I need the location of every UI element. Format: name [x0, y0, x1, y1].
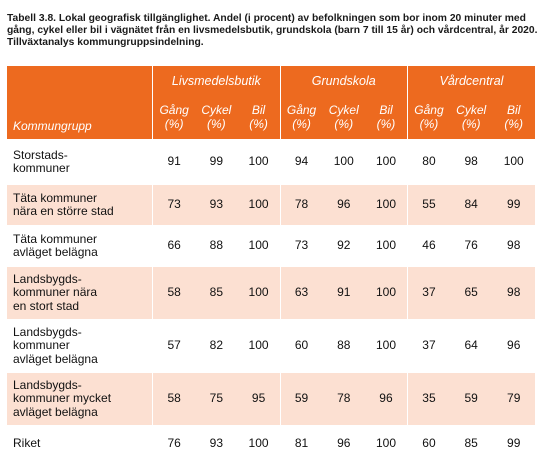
group-header-grundskola: Grundskola: [280, 66, 407, 96]
table-cell: 100: [365, 426, 407, 461]
table-cell: 60: [280, 320, 322, 373]
row-label-line: avläget belägna: [13, 245, 98, 259]
table-cell: 58: [153, 267, 195, 320]
table-cell: 78: [323, 373, 365, 426]
table-cell: 94: [280, 140, 322, 185]
row-label-line: kommuner nära: [13, 285, 98, 300]
table-cell: 84: [450, 185, 492, 226]
table-cell: 100: [238, 140, 280, 185]
group-header-empty: [7, 66, 153, 96]
table-cell: 96: [323, 185, 365, 226]
table-cell: 99: [492, 185, 535, 226]
table-cell: 100: [323, 140, 365, 185]
table-cell: 58: [153, 373, 195, 426]
table-cell: 82: [195, 320, 237, 373]
caption-line-1: Tabell 3.8. Lokal geografisk tillgänglighet. Andel (i procent) av befolkningen som bor inom 20 minuter med: [7, 13, 526, 24]
accessibility-table: [7, 66, 535, 461]
table-cell: 93: [195, 426, 237, 461]
row-label-line: Landsbygds-: [13, 271, 82, 286]
table-cell: 64: [450, 320, 492, 373]
caption-line-3: Tillväxtanalys kommungruppsindelning.: [7, 37, 204, 49]
table-cell: 85: [450, 426, 492, 461]
table-row: [7, 185, 535, 226]
col-header-gang: Gång (%): [280, 96, 322, 140]
table-cell: 100: [365, 185, 407, 226]
table-cell: 85: [195, 267, 237, 320]
table-cell: 37: [407, 267, 449, 320]
table-cell: 100: [238, 267, 280, 320]
table-body: [7, 140, 535, 461]
table-cell: 55: [407, 185, 449, 226]
row-label: [7, 320, 153, 373]
table-caption: [7, 13, 543, 50]
table-row: [7, 140, 535, 185]
table-cell: 91: [323, 267, 365, 320]
row-label: [7, 185, 153, 226]
table-cell: 73: [153, 185, 195, 226]
table-cell: 98: [492, 267, 535, 320]
table-cell: 100: [365, 267, 407, 320]
table-cell: 100: [238, 185, 280, 226]
table-cell: 80: [407, 140, 449, 185]
table-row: [7, 320, 535, 373]
row-label-line: kommuner: [13, 161, 70, 175]
row-label: [7, 373, 153, 426]
table-cell: 100: [365, 226, 407, 267]
table-row: [7, 426, 535, 461]
table-cell: 35: [407, 373, 449, 426]
group-header-row: [7, 66, 535, 96]
table-cell: 60: [407, 426, 449, 461]
table-cell: 81: [280, 426, 322, 461]
table-cell: 66: [153, 226, 195, 267]
table-cell: 100: [492, 140, 535, 185]
col-header-cykel: Cykel (%): [450, 96, 492, 140]
row-label-line: Täta kommuner: [13, 231, 98, 246]
group-header-vardcentral: Vårdcentral: [407, 66, 535, 96]
table-cell: 96: [323, 426, 365, 461]
table-cell: 95: [238, 373, 280, 426]
table-cell: 65: [450, 267, 492, 320]
col-header-cykel: Cykel (%): [195, 96, 237, 140]
row-label: [7, 267, 153, 320]
table-cell: 78: [280, 185, 322, 226]
table-cell: 96: [492, 320, 535, 373]
table-cell: 37: [407, 320, 449, 373]
row-label-line: Landsbygds-: [13, 377, 82, 392]
col-header-gang: Gång (%): [407, 96, 449, 140]
row-label-line: kommuner mycket: [13, 391, 112, 406]
table-cell: 92: [323, 226, 365, 267]
table-cell: 88: [323, 320, 365, 373]
table-cell: 99: [195, 140, 237, 185]
table-cell: 76: [450, 226, 492, 267]
row-label-line: nära en större stad: [13, 204, 114, 218]
table-cell: 79: [492, 373, 535, 426]
table-cell: 96: [365, 373, 407, 426]
row-label-line: Storstads-: [13, 147, 68, 162]
table-cell: 88: [195, 226, 237, 267]
col-header-bil: Bil (%): [492, 96, 535, 140]
table-cell: 76: [153, 426, 195, 461]
group-header-livsmedelsbutik: Livsmedelsbutik: [153, 66, 280, 96]
row-label-line: avläget belägna: [13, 351, 98, 366]
table-cell: 100: [238, 426, 280, 461]
table-cell: 98: [450, 140, 492, 185]
row-label-line: Riket: [13, 435, 41, 450]
table-cell: 59: [450, 373, 492, 426]
caption-line-2: gång, cykel eller bil i vägnätet från en livsmedelsbutik, grundskola (barn 7 till 15 år) och vårdcentral, år 2020.: [7, 25, 538, 37]
table-row: [7, 373, 535, 426]
table-cell: 91: [153, 140, 195, 185]
table-cell: 73: [280, 226, 322, 267]
table-cell: 46: [407, 226, 449, 267]
column-header-row: [7, 96, 535, 140]
table-cell: 93: [195, 185, 237, 226]
table-cell: 100: [238, 226, 280, 267]
table-cell: 59: [280, 373, 322, 426]
col-header-bil: Bil (%): [238, 96, 280, 140]
row-label-line: en stort stad: [13, 298, 80, 313]
row-label-line: Täta kommuner: [13, 190, 98, 205]
row-label-line: Landsbygds-: [13, 324, 82, 339]
row-header-label: Kommungrupp: [7, 96, 153, 140]
table-cell: 63: [280, 267, 322, 320]
row-label-line: kommuner: [13, 338, 70, 353]
table-cell: 57: [153, 320, 195, 373]
row-label: [7, 140, 153, 185]
col-header-cykel: Cykel (%): [323, 96, 365, 140]
table-cell: 100: [238, 320, 280, 373]
table-row: [7, 267, 535, 320]
col-header-gang: Gång (%): [153, 96, 195, 140]
table-cell: 75: [195, 373, 237, 426]
table-cell: 99: [492, 426, 535, 461]
table-cell: 100: [365, 320, 407, 373]
row-label: [7, 426, 153, 461]
row-label: [7, 226, 153, 267]
row-label-line: avläget belägna: [13, 404, 98, 419]
col-header-bil: Bil (%): [365, 96, 407, 140]
table-cell: 100: [365, 140, 407, 185]
table-row: [7, 226, 535, 267]
table-cell: 98: [492, 226, 535, 267]
